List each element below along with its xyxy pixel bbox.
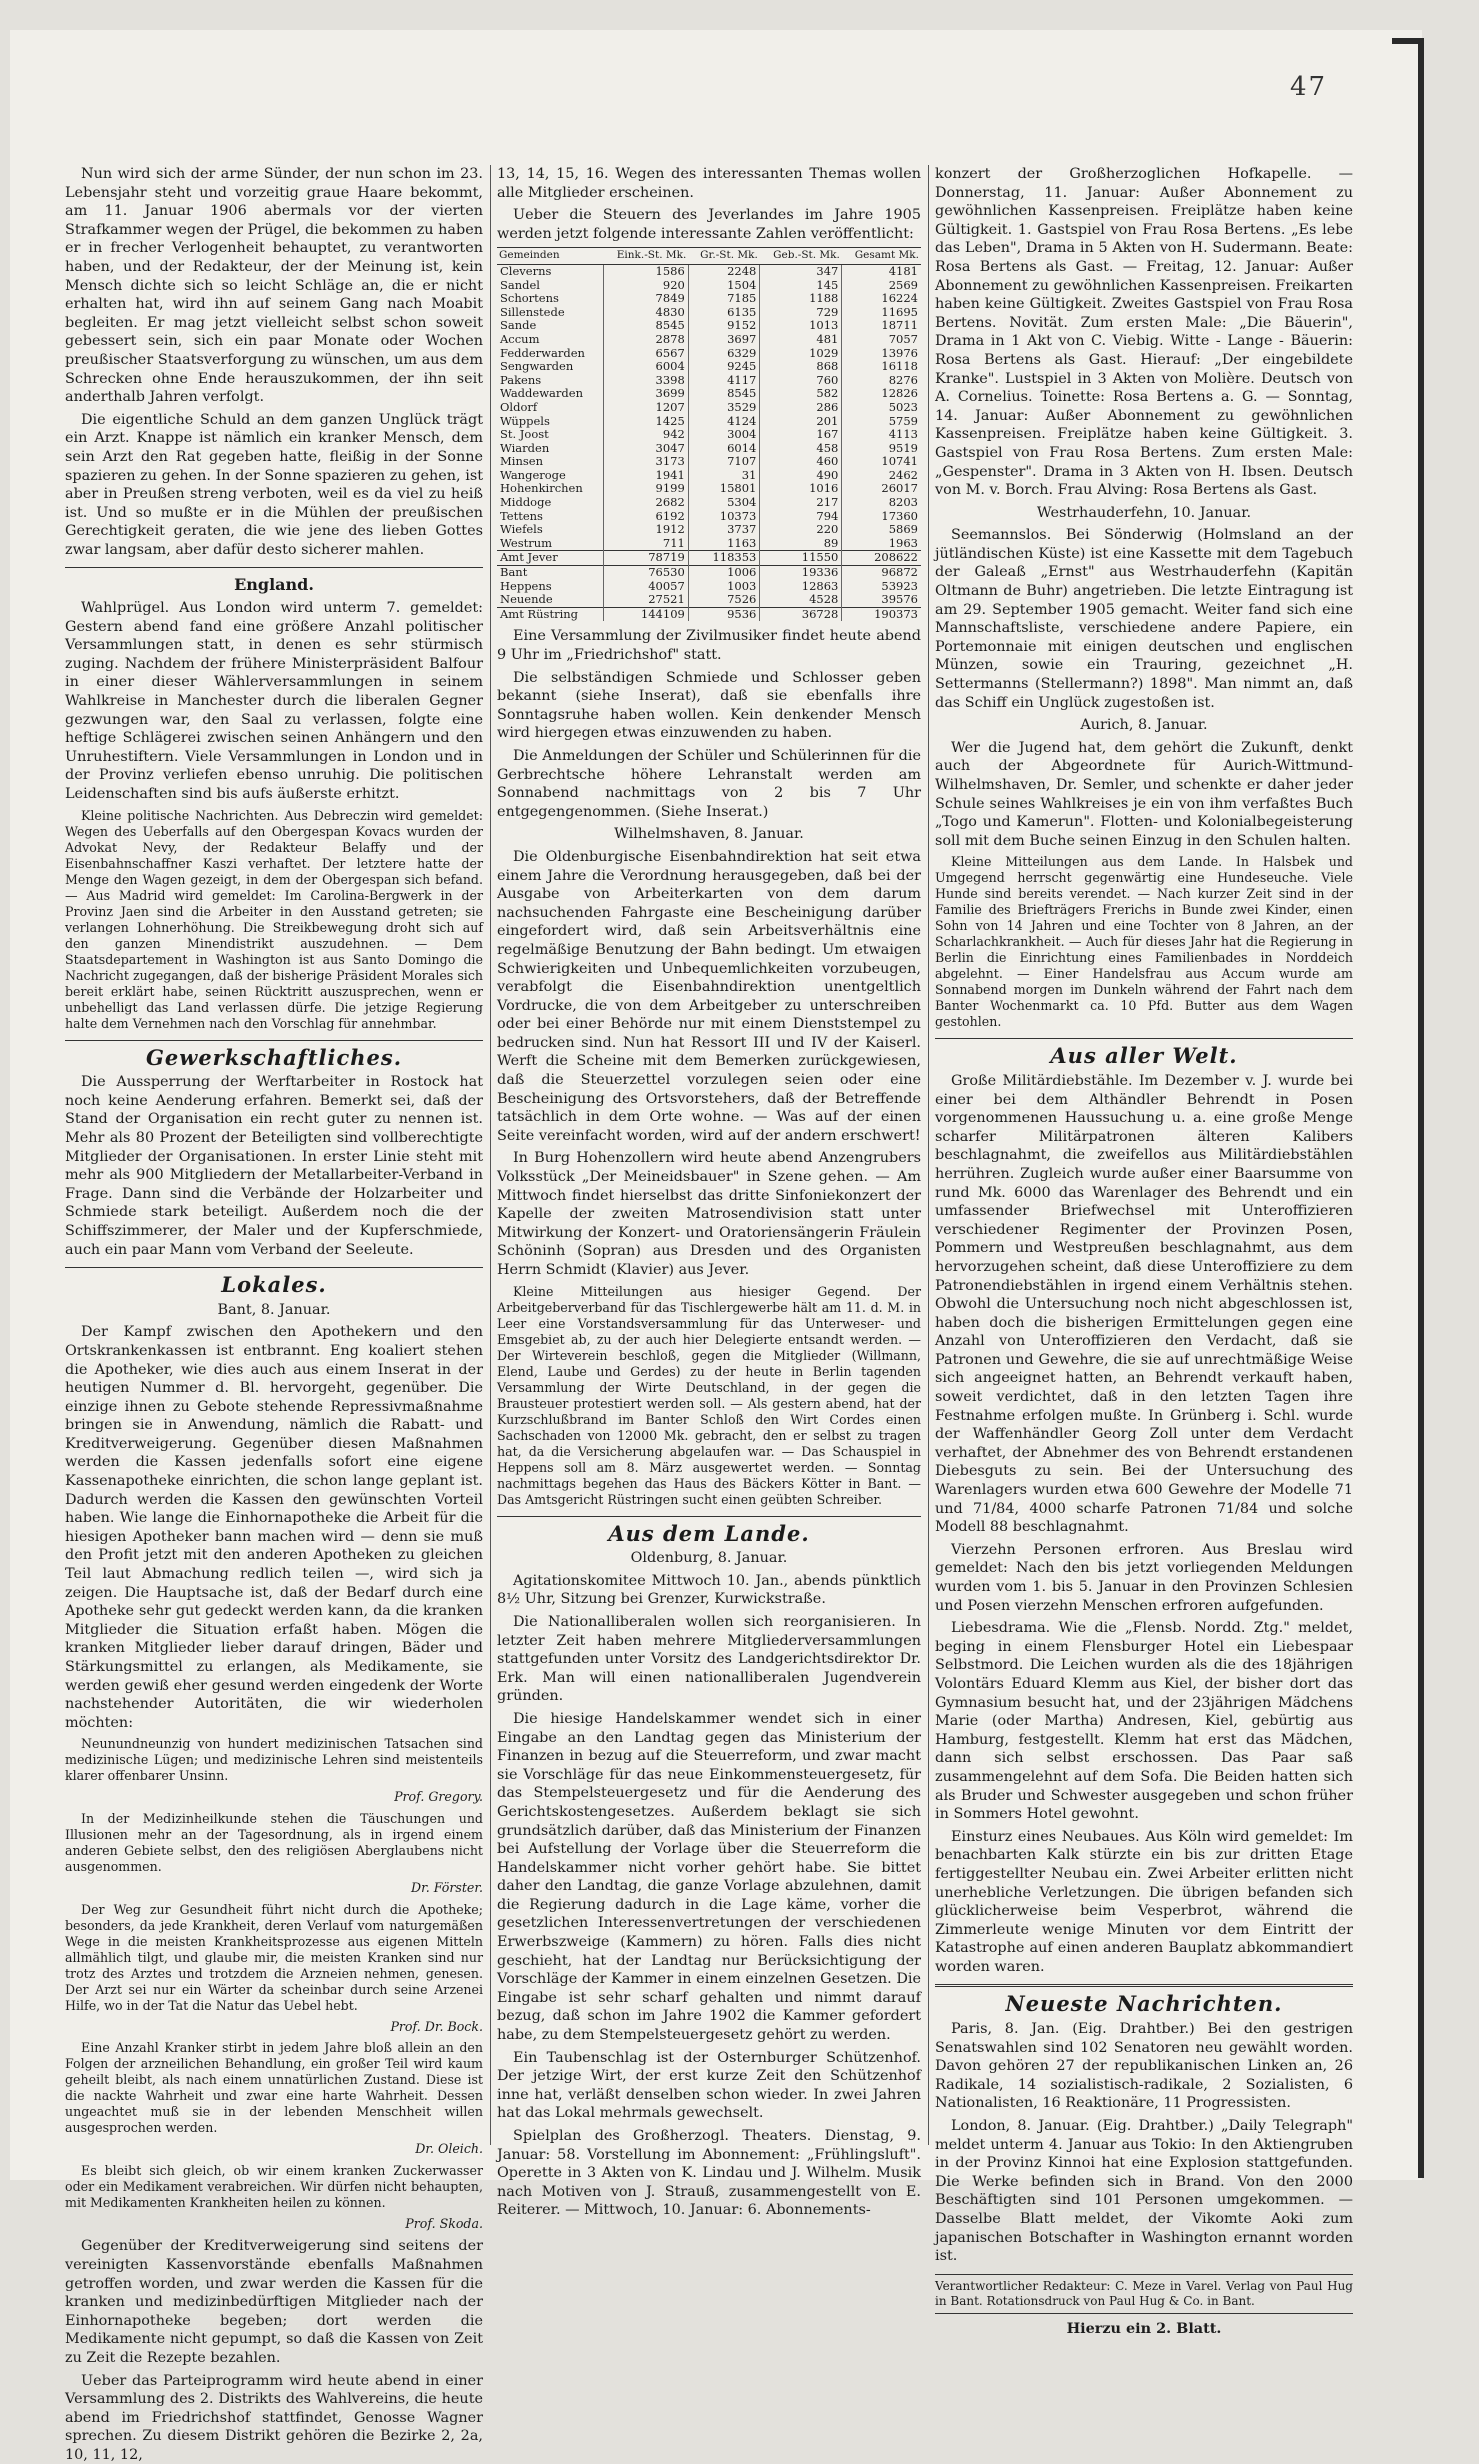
- tax-table-row: [497, 482, 921, 496]
- tax-table-cell: 490: [760, 469, 842, 483]
- tax-table-row: [497, 537, 921, 551]
- tax-table-cell: 4181: [842, 264, 921, 278]
- tax-table-cell: 3737: [688, 523, 760, 537]
- tax-table-cell: Wüppels: [497, 415, 603, 429]
- tax-table-row: [497, 319, 921, 333]
- article-paragraph: Wer die Jugend hat, dem gehört die Zukunft, denkt auch der Abgeordnete für Aurich-Wittmund-Wilhelmshaven, Dr. Semler, und schenkte er daher jeder Schule seines Wahlkreises je ein von ihm verfaßtes Buch „Togo und Kamerun". Flotten- und Kolonialbegeisterung soll mit dem Buche seinen Einzug in den Schulen halten.: [935, 739, 1353, 851]
- section-heading-aus-dem-lande: Aus dem Lande.: [497, 1525, 921, 1544]
- tax-table-cell: 27521: [603, 593, 688, 607]
- tax-table-row: [497, 347, 921, 361]
- tax-table-cell: 7107: [688, 455, 760, 469]
- tax-table-row: [497, 607, 921, 621]
- tax-table-cell: Wiefels: [497, 523, 603, 537]
- tax-table-cell: Oldorf: [497, 401, 603, 415]
- quote: Es bleibt sich gleich, ob wir einem kranken Zuckerwasser oder ein Medikament verabreichen. Wir dürfen nicht behaupten, mit Medikamenten Krankheiten heilen zu können.: [65, 2163, 483, 2211]
- tax-table-cell: 201: [760, 415, 842, 429]
- tax-table-cell: 16118: [842, 360, 921, 374]
- article-paragraph: Ein Taubenschlag ist der Osternburger Schützenhof. Der jetzige Wirt, der erst kurze Zeit den Schützenhof inne hat, verläßt denselben schon wieder. In zwei Jahren hat das Lokal mehrmals gewechselt.: [497, 2049, 921, 2123]
- tax-table-cell: 4528: [760, 593, 842, 607]
- article-paragraph: London, 8. Januar. (Eig. Drahtber.) „Daily Telegraph" meldet unterm 4. Januar aus Tokio: In den Aktiengruben in der Provinz Kinnoi hat eine Explosion stattgefunden. Die Werke befinden sich in Brand. Von den 2000 Beschäftigten sind 101 Personen umgekommen. — Dasselbe Blatt meldet, der Vikomte Aoki zum japanischen Botschafter in Washington ernannt worden ist.: [935, 2117, 1353, 2266]
- tax-table-cell: 3699: [603, 387, 688, 401]
- tax-table-cell: 167: [760, 428, 842, 442]
- tax-table-cell: 1013: [760, 319, 842, 333]
- tax-table-row: [497, 428, 921, 442]
- article-paragraph: Die Nationalliberalen wollen sich reorganisieren. In letzter Zeit haben mehrere Mitgliederversammlungen stattgefunden unter Vorsitz des Landgerichtsdirektor Dr. Erk. Man will einen nationalliberalen Jugendverein gründen.: [497, 1613, 921, 1706]
- tax-table-cell: 920: [603, 279, 688, 293]
- tax-table-cell: St. Joost: [497, 428, 603, 442]
- article-paragraph: Die selbständigen Schmiede und Schlosser geben bekannt (siehe Inserat), daß sie ebenfalls ihre Sonntagsruhe haben wollen. Kein denkender Mensch wird hiergegen etwas einzuwenden zu haben.: [497, 669, 921, 743]
- quote-author: Dr. Förster.: [65, 1879, 483, 1898]
- tax-table-cell: 96872: [842, 566, 921, 580]
- section-heading-neueste-nachrichten: Neueste Nachrichten.: [935, 1995, 1353, 2014]
- tax-table-cell: 19336: [760, 566, 842, 580]
- tax-table-cell: 4117: [688, 374, 760, 388]
- tax-table-cell: 11695: [842, 306, 921, 320]
- section-heading-gewerkschaftliches: Gewerkschaftliches.: [65, 1049, 483, 1068]
- tax-table-cell: 1163: [688, 537, 760, 551]
- tax-table-row: [497, 333, 921, 347]
- tax-table-cell: Neuende: [497, 593, 603, 607]
- tax-table-cell: 347: [760, 264, 842, 278]
- article-paragraph: In Burg Hohenzollern wird heute abend Anzengrubers Volksstück „Der Meineidsbauer" in Szene gehen. — Am Mittwoch findet hierselbst das dritte Sinfoniekonzert der Kapelle der zweiten Matrosendivision statt unter Mitwirkung der Konzert- und Oratoriensängerin Fräulein Schöninh (Sopran) aus Dresden und des Organisten Herrn Schmidt (Klavier) aus Jever.: [497, 1149, 921, 1279]
- news-briefs: Kleine Mitteilungen aus hiesiger Gegend. Der Arbeitgeberverband für das Tischlergewerbe hält am 11. d. M. in Leer eine Vorstandsversammlung für das Unterweser- und Emsgebiet ab, zu der auch hier Delegierte entsandt werden. — Der Wirteverein beschloß, gegen die Mitglieder (Willmann, Elend, Laube und Gerdes) zu der heute in Berlin tagenden Versammlung der Wirte Deutschland, in der gegen die Brausteuer protestiert werden soll. — Als gestern abend, hat der Kurzschlußbrand im Banter Schloß den Wirt Cordes einen Sachschaden von 12000 Mk. gebracht, den er selbst zu tragen hat, da die Versicherung abgelaufen war. — Das Schauspiel in Heppens soll am 8. März ausgewertet werden. — Sonntag nachmittags begehen das Haus des Bäckers Kötter in Bant. — Das Amtsgericht Rüstringen sucht einen geübten Schreiber.: [497, 1284, 921, 1508]
- tax-table-cell: 8203: [842, 496, 921, 510]
- quote-author: Prof. Dr. Bock.: [65, 2018, 483, 2037]
- tax-table-cell: Schortens: [497, 292, 603, 306]
- tax-table-cell: 31: [688, 469, 760, 483]
- news-briefs: Kleine politische Nachrichten. Aus Debreczin wird gemeldet: Wegen des Ueberfalls auf den Obergespan Kovacs wurden der Advokat Nevy, der Redakteur Belaffy und der Eisenbahnschaffner Kaszi verhaftet. Der letztere hatte der Menge den Wagen gezeigt, in dem der Obergespan sich befand. — Aus Madrid wird gemeldet: Im Carolina-Bergwerk in der Provinz Jaen sind die Arbeiter in den Ausstand getreten; sie verlangen Lohnerhöhung. Die Streikbewegung droht sich auf den ganzen Minendistrikt auszudehnen. — Dem Staatsdepartement in Washington ist aus Santo Domingo die Nachricht zugegangen, daß der bisherige Präsident Morales sich bereit erklärt habe, seinen Rücktritt auszusprechen, wenn er unbehelligt das Land verlassen dürfe. Die jetzige Regierung halte dem Vernehmen nach den Vorschlag für annehmbar.: [65, 808, 483, 1032]
- tax-table-cell: 15801: [688, 482, 760, 496]
- page-number: 47: [1290, 72, 1327, 102]
- article-paragraph: Paris, 8. Jan. (Eig. Drahtber.) Bei den gestrigen Senatswahlen sind 102 Senatoren neu gewählt worden. Davon gehören 27 der republikanischen Linken an, 26 Radikale, 14 sozialistisch-radikale, 2 Sozialisten, 6 Nationalisten, 16 Reaktionäre, 11 Progressisten.: [935, 2020, 1353, 2113]
- dateline: Oldenburg, 8. Januar.: [497, 1549, 921, 1568]
- tax-table-cell: Heppens: [497, 580, 603, 594]
- tax-table-row: [497, 510, 921, 524]
- article-paragraph: Ueber das Parteiprogramm wird heute abend in einer Versammlung des 2. Distrikts des Wahlvereins, die heute abend im Friedrichshof stattfindet, Genosse Wagner sprechen. Zu diesem Distrikt gehören die Bezirke 2, 2a, 10, 11, 12,: [65, 2372, 483, 2464]
- tax-table-cell: 458: [760, 442, 842, 456]
- tax-table-cell: 2569: [842, 279, 921, 293]
- tax-table-column-header: Gemeinden: [497, 248, 603, 265]
- dateline: Bant, 8. Januar.: [65, 1301, 483, 1320]
- dateline: Wilhelmshaven, 8. Januar.: [497, 825, 921, 844]
- tax-table-cell: 3004: [688, 428, 760, 442]
- divider: [935, 1038, 1353, 1039]
- tax-table: [497, 247, 921, 621]
- article-paragraph: Die eigentliche Schuld an dem ganzen Unglück trägt ein Arzt. Knappe ist nämlich ein kranker Mensch, dem sein Arzt den Rat gegeben hatte, fleißig in der Sonne spazieren zu gehen. In der Sonne spazieren zu gehen, ist aber in Preußen streng verboten, weil es da viel zu heiß ist. Und so mußte er in die Mühlen der preußischen Gerechtigkeit geraten, die wie jene des lieben Gottes zwar langsam, aber dafür desto sicherer mahlen.: [65, 411, 483, 560]
- article-paragraph: Vierzehn Personen erfroren. Aus Breslau wird gemeldet: Nach den bis jetzt vorliegenden Meldungen wurden vom 1. bis 5. Januar in den Provinzen Schlesien und Posen vierzehn Menschen erfroren aufgefunden.: [935, 1541, 1353, 1615]
- tax-table-cell: 1188: [760, 292, 842, 306]
- tax-table-cell: 9536: [688, 607, 760, 621]
- tax-table-cell: Amt Jever: [497, 551, 603, 566]
- tax-table-cell: 78719: [603, 551, 688, 566]
- tax-table-header: [497, 248, 921, 265]
- tax-table-cell: 582: [760, 387, 842, 401]
- tax-table-row: [497, 580, 921, 594]
- tax-table-cell: 145: [760, 279, 842, 293]
- tax-table-row: [497, 292, 921, 306]
- tax-table-row: [497, 415, 921, 429]
- section-heading-lokales: Lokales.: [65, 1276, 483, 1295]
- tax-table-cell: 217: [760, 496, 842, 510]
- article-paragraph: Die Aussperrung der Werftarbeiter in Rostock hat noch keine Aenderung erfahren. Bemerkt sei, daß der Stand der Organisation ein recht guter zu nennen ist. Mehr als 80 Prozent der Beteiligten sind vollberechtigte Mitglieder der Organisationen. In erster Linie steht mit mehr als 900 Mitgliedern der Metallarbeiter-Verband in Frage. Dann sind die Verbände der Holzarbeiter und Schmiede stark beteiligt. Außerdem noch die der Schiffszimmerer, der Maler und der Kupferschmiede, auch ein paar Mann vom Verband der Seeleute.: [65, 1073, 483, 1259]
- tax-table-cell: 7849: [603, 292, 688, 306]
- tax-table-cell: Tettens: [497, 510, 603, 524]
- tax-table-cell: 5759: [842, 415, 921, 429]
- section-heading-england: England.: [65, 576, 483, 595]
- tax-table-cell: 1016: [760, 482, 842, 496]
- tax-table-cell: 2248: [688, 264, 760, 278]
- tax-table-cell: Sandel: [497, 279, 603, 293]
- quote: In der Medizinheilkunde stehen die Täuschungen und Illusionen mehr an der Tagesordnung, als in irgend einem anderen Gebiete selbst, den des religiösen Aberglaubens nicht ausgenommen.: [65, 1811, 483, 1875]
- tax-table-cell: 10741: [842, 455, 921, 469]
- tax-table-cell: 7185: [688, 292, 760, 306]
- column-rule: [490, 165, 491, 2145]
- divider: [935, 1984, 1353, 1987]
- tax-table-column-header: Gr.-St. Mk.: [688, 248, 760, 265]
- divider: [65, 567, 483, 568]
- page-edge-top: [1392, 38, 1424, 44]
- tax-table-cell: 118353: [688, 551, 760, 566]
- tax-table-cell: 3047: [603, 442, 688, 456]
- tax-table-cell: 190373: [842, 607, 921, 621]
- article-paragraph: Seemannslos. Bei Sönderwig (Holmsland an der jütländischen Küste) ist eine Kassette mit dem Tagebuch der Galeaß „Ernst" aus Westrhauderfehn (Kapitän Oltmann de Buhr) angetrieben. Die letzte Eintragung ist am 29. September 1905 gemacht. Weiter fand sich eine Mannschaftsliste, verschiedene andere Papiere, ein Portemonnaie mit einigen deutschen und englischen Münzen, sowie ein Trauring, gezeichnet „H. Settermanns (Stellermann?) 1898". Man nimmt an, daß das Schiff ein Unglück zugestoßen ist.: [935, 526, 1353, 712]
- tax-table-cell: 53923: [842, 580, 921, 594]
- article-paragraph: Große Militärdiebstähle. Im Dezember v. J. wurde bei einer bei dem Althändler Behrendt in Posen vorgenommenen Haussuchung u. a. eine große Menge scharfer Militärpatronen älteren Kalibers beschlagnahmt, die zweifellos aus Militärdiebstählen herrühren. Zugleich wurde außer einer Baarsumme von rund Mk. 6000 das Warenlager des Behrendt und ein umfassender Briefwechsel mit Unteroffizieren verschiedener Regimenter der Provinzen Posen, Pommern und Westpreußen beschlagnahmt, aus dem hervorzugehen scheint, daß diese Unteroffiziere zu dem Patronendiebstählen in irgend einem Verhältnis stehen. Obwohl die Untersuchung noch nicht abgeschlossen ist, haben doch die bisherigen Ermittelungen gegen eine Anzahl von Unteroffizieren den Verdacht, daß sie Patronen und Gewehre, die sie auf unrechtmäßige Weise sich angeeignet hatten, an Behrendt verkauft haben, soweit verdichtet, daß in den letzten Tagen ihre Festnahme erfolgen mußte. In Grünberg i. Schl. wurde der Waffenhändler Georg Zoll unter dem Verdacht verhaftet, der Abnehmer des von Behrendt erstandenen Diebesguts zu sein. Bei der Untersuchung des Warenlagers wurden etwa 600 Gewehre der Modelle 71 und 71/84, 4000 scharfe Patronen 71/84 und solche Modell 88 beschlagnahmt.: [935, 1072, 1353, 1537]
- tax-table-cell: 6014: [688, 442, 760, 456]
- imprint: Verantwortlicher Redakteur: C. Meze in Varel. Verlag von Paul Hug in Bant. Rotationsdruck von Paul Hug & Co. in Bant.: [935, 2274, 1353, 2314]
- article-paragraph: Ueber die Steuern des Jeverlandes im Jahre 1905 werden jetzt folgende interessante Zahlen veröffentlicht:: [497, 206, 921, 243]
- tax-table-cell: 481: [760, 333, 842, 347]
- column-3: [935, 165, 1353, 2150]
- tax-table-body: [497, 264, 921, 621]
- tax-table-cell: Westrum: [497, 537, 603, 551]
- tax-table-cell: 1586: [603, 264, 688, 278]
- tax-table-cell: 3398: [603, 374, 688, 388]
- tax-table-row: [497, 593, 921, 607]
- tax-table-cell: Middoge: [497, 496, 603, 510]
- tax-table-cell: Waddewarden: [497, 387, 603, 401]
- tax-table-cell: 2682: [603, 496, 688, 510]
- tax-table-cell: 286: [760, 401, 842, 415]
- article-paragraph: Einsturz eines Neubaues. Aus Köln wird gemeldet: Im benachbarten Kalk stürzte ein bis zur dritten Etage fertiggestellter Neubau ein. Zwei Arbeiter erlitten nicht unerhebliche Verletzungen. Die übrigen befanden sich glücklicherweise beim Vesperbrot, während die Zimmerleute wenige Minuten vor dem Eintritt der Katastrophe auf einen anderen Bauplatz abkommandiert worden waren.: [935, 1828, 1353, 1977]
- tax-table-row: [497, 469, 921, 483]
- tax-table-cell: 3697: [688, 333, 760, 347]
- tax-table-cell: 17360: [842, 510, 921, 524]
- quote: Eine Anzahl Kranker stirbt in jedem Jahre bloß allein an den Folgen der arzneilichen Behandlung, ein großer Teil wird kaum geheilt bleibt, als nach einem unnatürlichen Zustand. Diese ist die nackte Wahrheit und zwar eine harte Wahrheit. Dessen ungeachtet muß sie in der lebenden Menschheit willen ausgesprochen werden.: [65, 2040, 483, 2136]
- tax-table-cell: 7057: [842, 333, 921, 347]
- tax-table-cell: 9152: [688, 319, 760, 333]
- divider: [65, 1040, 483, 1041]
- tax-table-cell: 12863: [760, 580, 842, 594]
- tax-table-cell: 942: [603, 428, 688, 442]
- tax-table-cell: 36728: [760, 607, 842, 621]
- tax-table-cell: Sengwarden: [497, 360, 603, 374]
- tax-table-cell: 711: [603, 537, 688, 551]
- quote-author: Dr. Oleich.: [65, 2140, 483, 2159]
- tax-table-cell: 26017: [842, 482, 921, 496]
- article-paragraph: konzert der Großherzoglichen Hofkapelle. — Donnerstag, 11. Januar: Außer Abonnement zu gewöhnlichen Kassenpreisen. Freiplätze haben keine Gültigkeit. 1. Gastspiel von Frau Rosa Bertens. „Es lebe das Leben", Drama in 5 Akten von H. Sudermann. Beate: Rosa Bertens als Gast. — Freitag, 12. Januar: Außer Abonnement zu gewöhnlichen Kassenpreisen. Freikarten haben keine Gültigkeit. Zweites Gastspiel von Frau Rosa Bertens. Novität. Zum ersten Male: „Die Bäuerin", Drama in 1 Akt von C. Viebig. Witte - Lange - Bäuerin: Rosa Bertens als Gast. Hierauf: „Der eingebildete Kranke". Lustspiel in 3 Akten von Molière. Deutsch von A. Cornelius. Toinette: Rosa Bertens a. G. — Sonntag, 14. Januar: Außer Abonnement zu gewöhnlichen Kassenpreisen. Freiplätze haben keine Gültigkeit. 3. Gastspiel von Frau Rosa Bertens. Zum ersten Male: „Gespenster". Drama in 3 Akten von H. Ibsen. Deutsch von M. v. Borch. Frau Alving: Rosa Bertens als Gast.: [935, 165, 1353, 500]
- tax-table-cell: Fedderwarden: [497, 347, 603, 361]
- tax-table-column-header: Geb.-St. Mk.: [760, 248, 842, 265]
- section-heading-aus-aller-welt: Aus aller Welt.: [935, 1047, 1353, 1066]
- tax-table-row: [497, 387, 921, 401]
- tax-table-cell: 4830: [603, 306, 688, 320]
- tax-table-cell: 5023: [842, 401, 921, 415]
- tax-table-row: [497, 523, 921, 537]
- article-paragraph: Die hiesige Handelskammer wendet sich in einer Eingabe an den Landtag gegen das Ministerium der Finanzen in bezug auf die Steuerreform, und zwar macht sie Vorschläge für das neue Einkommensteuergesetz, für das Stempelsteuergesetz und für die Aenderung des Gerichtskostengesetzes. Außerdem beklagt sie sich grundsätzlich darüber, daß das Ministerium der Finanzen bei Aufstellung der Vorlage über die Steuerreform die Handelskammer nicht vorher gehört habe. Sie bittet daher den Landtag, die ganze Vorlage abzulehnen, damit die Regierung dadurch in die Lage käme, vorher die gesetzlichen Interessenvertretungen der verschiedenen Erwerbszweige (Kammern) zu hören. Falls dies nicht geschieht, hat der Landtag nur Berücksichtigung der Vorschläge der Kammer in einem einzelnen Gesetzen. Die Eingabe ist sehr scharf gehalten und nimmt darauf bezug, daß schon im Jahre 1902 die Kammer gefordert habe, zu dem Stempelsteuergesetz gehört zu werden.: [497, 1710, 921, 2045]
- article-paragraph: Die Anmeldungen der Schüler und Schülerinnen für die Gerbrechtsche höhere Lehranstalt werden am Sonnabend nachmittags von 2 bis 7 Uhr entgegengenommen. (Siehe Inserat.): [497, 747, 921, 821]
- tax-table-cell: 868: [760, 360, 842, 374]
- tax-table-cell: 8545: [688, 387, 760, 401]
- tax-table-cell: 5869: [842, 523, 921, 537]
- tax-table-cell: 16224: [842, 292, 921, 306]
- tax-table-cell: 9199: [603, 482, 688, 496]
- tax-table-cell: 760: [760, 374, 842, 388]
- tax-table-cell: 6567: [603, 347, 688, 361]
- tax-table-cell: 11550: [760, 551, 842, 566]
- article-paragraph: Eine Versammlung der Zivilmusiker findet heute abend 9 Uhr im „Friedrichshof" statt.: [497, 627, 921, 664]
- dateline: Aurich, 8. Januar.: [935, 716, 1353, 735]
- tax-table-column-header: Eink.-St. Mk.: [603, 248, 688, 265]
- tax-table-cell: 3173: [603, 455, 688, 469]
- quote: Neunundneunzig von hundert medizinischen Tatsachen sind medizinische Lügen; und medizinische Lehren sind meistenteils klarer offenbarer Unsinn.: [65, 1736, 483, 1784]
- tax-table-row: [497, 264, 921, 278]
- tax-table-cell: 1029: [760, 347, 842, 361]
- tax-table-cell: 1207: [603, 401, 688, 415]
- tax-table-cell: 1425: [603, 415, 688, 429]
- tax-table-cell: 40057: [603, 580, 688, 594]
- tax-table-row: [497, 279, 921, 293]
- tax-table-cell: 8545: [603, 319, 688, 333]
- quote: Der Weg zur Gesundheit führt nicht durch die Apotheke; besonders, da jede Krankheit, deren Verlauf vom naturgemäßen Wege in die meisten Krankheitsprozesse aus eigenen Mitteln allmählich tilgt, und glaube mir, die meisten Kranken sind nur trotz des Arztes und trotzdem die Arzneien nehmen, genesen. Der Arzt sei nur ein Wärter da scheinbar durch seine Arzenei Hilfe, wo in der Tat die Natur das Uebel hebt.: [65, 1902, 483, 2014]
- tax-table-cell: Pakens: [497, 374, 603, 388]
- supplement-note: Hierzu ein 2. Blatt.: [935, 2320, 1353, 2339]
- tax-table-cell: Bant: [497, 566, 603, 580]
- dateline: Westrhauderfehn, 10. Januar.: [935, 504, 1353, 523]
- tax-table-cell: 1006: [688, 566, 760, 580]
- article-paragraph: 13, 14, 15, 16. Wegen des interessanten Themas wollen alle Mitglieder erscheinen.: [497, 165, 921, 202]
- tax-table-cell: 10373: [688, 510, 760, 524]
- tax-table-cell: 5304: [688, 496, 760, 510]
- tax-table-row: [497, 374, 921, 388]
- column-2: [497, 165, 921, 2150]
- tax-table-cell: 39576: [842, 593, 921, 607]
- tax-table-cell: 76530: [603, 566, 688, 580]
- tax-table-cell: 208622: [842, 551, 921, 566]
- tax-table-row: [497, 442, 921, 456]
- tax-table-cell: Hohenkirchen: [497, 482, 603, 496]
- tax-table-cell: Cleverns: [497, 264, 603, 278]
- divider: [65, 1267, 483, 1268]
- tax-table-cell: Wangeroge: [497, 469, 603, 483]
- tax-table-cell: 460: [760, 455, 842, 469]
- tax-table-cell: 3529: [688, 401, 760, 415]
- tax-table-cell: 4113: [842, 428, 921, 442]
- tax-table-cell: 6192: [603, 510, 688, 524]
- tax-table-cell: 12826: [842, 387, 921, 401]
- tax-table-cell: 13976: [842, 347, 921, 361]
- tax-table-cell: 1003: [688, 580, 760, 594]
- tax-table-cell: 6135: [688, 306, 760, 320]
- column-rule: [928, 165, 929, 2145]
- tax-table-cell: 729: [760, 306, 842, 320]
- tax-table-cell: 4124: [688, 415, 760, 429]
- article-paragraph: Der Kampf zwischen den Apothekern und den Ortskrankenkassen ist entbrannt. Eng koaliert stehen die Apotheker, wie dies auch aus einem Inserat in der heutigen Nummer d. Bl. hervorgeht, gegenüber. Die einzige ihnen zu Gebote stehende Repressivmaßnahme bringen sie in Anwendung, nämlich die Rabatt- und Kreditverweigerung. Gegenüber diesen Maßnahmen werden die Kassen jedenfalls sofort eine eigene Kassenapotheke einrichten, die schon lange geplant ist. Dadurch werden die Kassen den gewünschten Vorteil haben. Wie lange die Einhornapotheke die Arbeit für die hiesigen Apotheker bann machen wird — denn sie muß den Profit jetzt mit den anderen Apotheken zu gleichen Teil laut Abmachung redlich teilen —, wird sich ja zeigen. Die Hauptsache ist, daß der Bedarf durch eine Apotheke sehr gut gedeckt werden kann, da die kranken Mitglieder die Situation erfaßt haben. Mögen die kranken Mitglieder lieber darauf dringen, Bäder und Stärkungsmittel zu erlangen, als Medikamente, sie werden gewiß eher gesund werden eingedenk der Worte nachstehender Autoritäten, die wir wiederholen möchten:: [65, 1323, 483, 1732]
- tax-table-cell: 794: [760, 510, 842, 524]
- article-paragraph: Wahlprügel. Aus London wird unterm 7. gemeldet: Gestern abend fand eine größere Anzahl politischer Versammlungen statt, in denen es sehr stürmisch zuging. Nachdem der frühere Ministerpräsident Balfour in einer dieser Wählerversammlungen in seinem Wahlkreise in Manchester durch die liberalen Gegner gezwungen war, den Saal zu verlassen, folgte eine heftige Schlägerei zwischen seinen Anhängern und den Unruhestiftern. Viele Versammlungen in London und in der Provinz verliefen ebenso unruhig. Die politischen Leidenschaften sind bis aufs äußerste erhitzt.: [65, 599, 483, 804]
- tax-table-cell: 89: [760, 537, 842, 551]
- article-paragraph: Die Oldenburgische Eisenbahndirektion hat seit etwa einem Jahre die Verordnung herausgegeben, daß bei der Ausgabe von Arbeiterkarten von dem darum nachsuchenden Fahrgaste eine Bescheinigung darüber eingefordert wird, daß sein Arbeitsverhältnis eine regelmäßige Benutzung der Bahn bedingt. Um etwaigen Schwierigkeiten und Unbequemlichkeiten vorzubeugen, verabfolgt die Eisenbahndirektion unentgeltlich Vordrucke, die von dem Arbeitgeber zu unterschreiben oder bei einer Behörde nur mit einem Dienststempel zu bedrucken sind. Nun hat Ressort III und IV der Kaiserl. Werft die Scheine mit dem Bemerken zurückgewiesen, daß die Steuerzettel vorzulegen seien oder eine Bescheinigung des Ortsvorstehers, daß der Betreffende tatsächlich in dem Orte wohne. — Was auf der einen Seite vereinfacht worden, wird auf der andern erschwert!: [497, 848, 921, 1146]
- news-briefs: Kleine Mitteilungen aus dem Lande. In Halsbek und Umgegend herrscht gegenwärtig eine Hundeseuche. Viele Hunde sind bereits verendet. — Nach kurzer Zeit sind in der Familie des Briefträgers Frerichs in Bunde zwei Kinder, einen Sohn von 14 Jahren und eine Tochter von 8 Jahren, an der Scharlachkrankheit. — Auch für dieses Jahr hat die Regierung in Berlin die Einrichtung eines Familienbades in Norddeich abgelehnt. — Einer Handelsfrau aus Accum wurde am Sonnabend morgen im Dunkeln während der Fahrt nach dem Banter Wochenmarkt ca. 10 Pfd. Butter aus dem Wagen gestohlen.: [935, 854, 1353, 1030]
- tax-table-cell: Amt Rüstring: [497, 607, 603, 621]
- tax-table-row: [497, 566, 921, 580]
- tax-table-row: [497, 551, 921, 566]
- tax-table-row: [497, 455, 921, 469]
- article-paragraph: Agitationskomitee Mittwoch 10. Jan., abends pünktlich 8½ Uhr, Sitzung bei Grenzer, Kurwickstraße.: [497, 1572, 921, 1609]
- tax-table-cell: 1941: [603, 469, 688, 483]
- quote-author: Prof. Skoda.: [65, 2215, 483, 2234]
- tax-table-cell: 1963: [842, 537, 921, 551]
- article-paragraph: Nun wird sich der arme Sünder, der nun schon im 23. Lebensjahr steht und vorzeitig graue Haare bekommt, am 11. Januar 1906 abermals vor der vierten Strafkammer wegen der Prügel, die bekommen zu haben er in frecher Verlogenheit behauptet, zu verantworten haben, und der Redakteur, der der Meinung ist, kein Mensch dichte sich so leicht Schläge an, die er nicht erhalten hat, wird ihn auf seinem Gang nach Moabit begleiten. Er mag jetzt vielleicht selbst schon soweit gebessert sein, sich ein paar Monate oder Wochen preußischer Staatsverforgung zu wünschen, um aus dem Schrecken ohne Ende herauszukommen, der ihn seit anderthalb Jahren verfolgt.: [65, 165, 483, 407]
- tax-table-cell: 7526: [688, 593, 760, 607]
- page-edge: [1418, 38, 1424, 2178]
- tax-table-cell: 220: [760, 523, 842, 537]
- tax-table-cell: 1504: [688, 279, 760, 293]
- tax-table-row: [497, 496, 921, 510]
- tax-table-cell: Wiarden: [497, 442, 603, 456]
- article-paragraph: Spielplan des Großherzogl. Theaters. Dienstag, 9. Januar: 58. Vorstellung im Abonnement: „Frühlingsluft". Operette in 3 Akten von K. Lindau und J. Wilhelm. Musik nach Motiven von J. Strauß, zusammengestellt von E. Reiterer. — Mittwoch, 10. Januar: 6. Abonnements-: [497, 2127, 921, 2220]
- tax-table-cell: 2878: [603, 333, 688, 347]
- tax-table-cell: Minsen: [497, 455, 603, 469]
- tax-table-column-header: Gesamt Mk.: [842, 248, 921, 265]
- tax-table-cell: 1912: [603, 523, 688, 537]
- tax-table-cell: 9519: [842, 442, 921, 456]
- tax-table-cell: Accum: [497, 333, 603, 347]
- tax-table-cell: Sande: [497, 319, 603, 333]
- column-1: [65, 165, 483, 2150]
- tax-table-cell: 144109: [603, 607, 688, 621]
- divider: [497, 1516, 921, 1517]
- tax-table-cell: 6329: [688, 347, 760, 361]
- tax-table-cell: 8276: [842, 374, 921, 388]
- article-paragraph: Gegenüber der Kreditverweigerung sind seitens der vereinigten Kassenvorstände ebenfalls Maßnahmen getroffen worden, und zwar werden die Kassen für die kranken und medizinbedürftigen Mitglieder nach der Einhornapotheke begeben; dort werden die Medikamente nicht gepumpt, so daß die Kassen von Zeit zu Zeit die Rezepte bezahlen.: [65, 2237, 483, 2367]
- quote-author: Prof. Gregory.: [65, 1788, 483, 1807]
- tax-table-row: [497, 401, 921, 415]
- tax-table-cell: 2462: [842, 469, 921, 483]
- tax-table-cell: 6004: [603, 360, 688, 374]
- tax-table-cell: 18711: [842, 319, 921, 333]
- tax-table-cell: 9245: [688, 360, 760, 374]
- tax-table-row: [497, 306, 921, 320]
- article-paragraph: Liebesdrama. Wie die „Flensb. Nordd. Ztg." meldet, beging in einem Flensburger Hotel ein Liebespaar Selbstmord. Die Leichen wurden als die des 18jährigen Volontärs Eduard Klemm aus Kiel, der bisher dort das Gymnasium besucht hat, und der 23jährigen Mädchens Marie (oder Martha) Andresen, Kiel, gebürtig aus Hamburg, festgestellt. Klemm hat erst das Mädchen, dann sich selbst erschossen. Das Paar saß zusammengelehnt auf dem Sofa. Die Beiden hatten sich als Bruder und Schwester ausgegeben und schon früher in Sommers Hotel gewohnt.: [935, 1619, 1353, 1824]
- tax-table-row: [497, 360, 921, 374]
- tax-table-cell: Sillenstede: [497, 306, 603, 320]
